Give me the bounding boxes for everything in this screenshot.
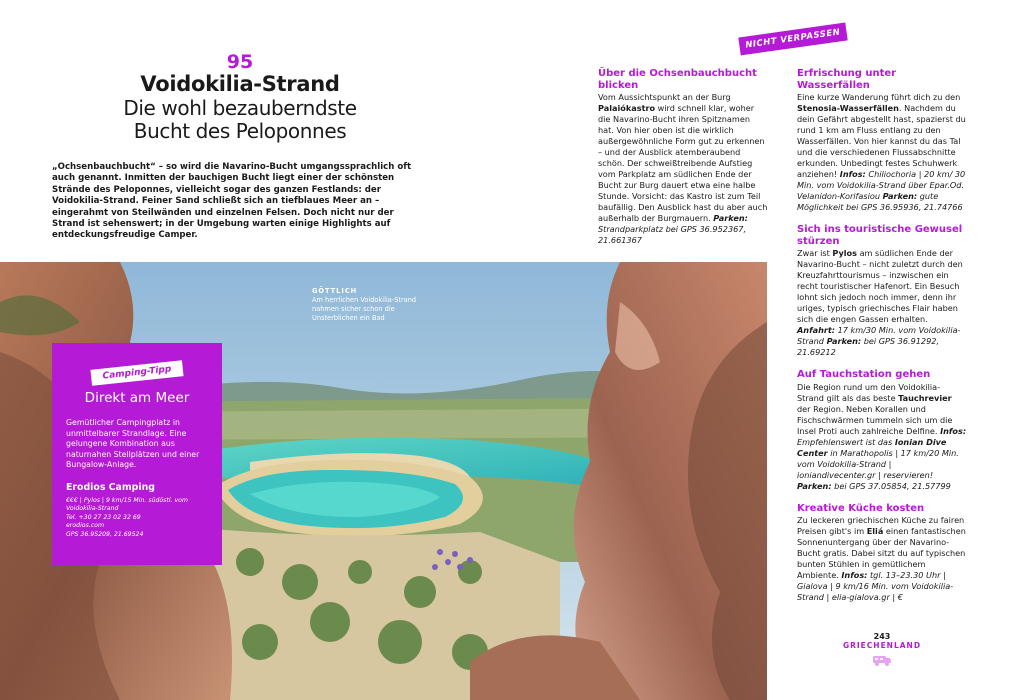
section-heading: Sich ins touristische Gewusel stürzen [797, 224, 963, 247]
section-tauchen [797, 369, 967, 492]
intro-paragraph: „Ochsenbauchbucht“ – so wird die Navarino-Bucht umgangssprachlich oft auch genannt. Inmitten der bauchigen Bucht liegt einer der schönsten Strände des Peloponnes, vielleicht sogar des ganzen Festlands: der Voidokilia-Strand. Feiner Sand schließt sich an tiefblaues Meer an – eingerahmt von Steilwänden und einzelnen Felsen. Doch nicht nur der Strand ist sehenswert; in der Umgebung warten einige Highlights auf entdeckungsfreudige Camper. [52, 162, 412, 241]
subtitle-line-1: Die wohl bezauberndste [123, 96, 357, 120]
caption-title: GÖTTLICH [312, 287, 358, 295]
campsite-website: erodios.com [66, 522, 104, 530]
section-text: Die Region rund um den Voidokilia-Strand gilt als das beste Tauchrevier der Region. Neben Korallen und Fischschwärmen tummeln sich um die Insel Proti auch zahlreiche Delfine. Infos: Empfehlenswert ist das Ionian Dive Center in Marathopolis | 17 km/20 Min. vom Voidokilia-Strand | ioniandivecenter.gr | reservieren! Parken: bei GPS 37.05854, 21.57799 [797, 381, 967, 491]
campsite-gps: GPS 36.95209, 21.69524 [66, 530, 144, 538]
right-column-2 [797, 68, 967, 614]
photo-caption [312, 287, 432, 323]
campsite-info [66, 497, 208, 540]
tip-number: 95 [226, 51, 254, 73]
nicht-verpassen-badge: NICHT VERPASSEN [738, 23, 847, 56]
section-heading: Auf Tauchstation gehen [797, 369, 931, 380]
section-wasserfaelle [797, 68, 967, 213]
section-text: Vom Aussichtspunkt an der Burg Palaiókastro wird schnell klar, woher die Navarino-Bucht ihren Spitznamen hat. Von hier oben ist die wirklich außergewöhnliche Form gut zu erkennen – und der Ausblick atemberaubend schön. Der schweißtreibende Aufstieg vom Parkplatz am südlichen Ende der Bucht zur Burg dauert etwa eine halbe Stunde. Vorsicht: das Kastro ist zum Teil baufällig. Den Ausblick hast du aber auch außerhalb der Burgmauern. Parken: Strandparkplatz bei GPS 36.952367, 21.661367 [598, 92, 768, 245]
campsite-phone: Tel. +30 27 23 02 32 69 [66, 513, 141, 521]
section-heading: Erfrischung unter Wasserfällen [797, 68, 897, 91]
page-title: Voidokilia-Strand [140, 72, 340, 96]
camping-tip-box [52, 343, 222, 565]
camping-tip-badge: Camping-Tipp [90, 360, 183, 386]
section-heading: Über die Ochsenbauchbucht blicken [598, 68, 757, 91]
article-header [90, 52, 390, 143]
section-text: Zwar ist Pylos am südlichen Ende der Navarino-Bucht – nicht zuletzt durch den Kreuzfahrttourismus – inzwischen ein recht touristischer Hafenort. Ein Besuch lohnt sich jedoch noch immer, denn ihr uriges, typisch griechisches Flair haben sich die engen Gassen erhalten. Anfahrt: 17 km/30 Min. vom Voidokilia-Strand Parken: bei GPS 36.91292, 21.69212 [797, 248, 963, 357]
section-pylos [797, 224, 967, 358]
section-text: Zu leckeren griechischen Küche zu fairen Preisen gibt's im Eliá einen fantastischen Sonnenuntergang über der Navarino-Bucht gratis. Dabei sitzt du auf typischen bunten Stühlen in gemütlichem Ambiente. Infos: tgl. 13–23.30 Uhr | Gialova | 9 km/16 Min. vom Voidokilia-Strand | elia-gialova.gr | € [797, 515, 966, 602]
campsite-name: Erodios Camping [66, 481, 155, 493]
section-ochsenbauchbucht [598, 68, 768, 246]
section-text: Eine kurze Wanderung führt dich zu den Stenosia-Wasserfällen. Nachdem du dein Gefährt abgestellt hast, spazierst du rund 1 km am Fluss entlang zu den Wasserfällen. Von hier kannst du das Tal und die verschiedenen Flussabschnitte erkunden. Unbedingt festes Schuhwerk anziehen! Infos: Chiliochoria | 20 km/ 30 Min. vom Voidokilia-Strand über Epar.Od. Velanidon-Korifasiou Parken: gute Möglichkeit bei GPS 36.95936, 21.74766 [797, 92, 966, 212]
page-number: 243 [873, 632, 891, 641]
right-column-1 [598, 68, 768, 257]
section-kueche [797, 503, 967, 604]
caption-text: Am herrlichen Voidokilia-Strand nahmen sicher schon die Unsterblichen ein Bad [312, 296, 417, 322]
camping-box-text: Gemütlicher Campingplatz in unmittelbarer Strandlage. Eine gelungene Kombination aus naturnahen Stellplätzen und einer Bungalow-Anlage. [66, 418, 200, 469]
subtitle-line-2: Bucht des Peloponnes [133, 119, 347, 143]
camper-van-icon [872, 653, 892, 667]
camping-box-title: Direkt am Meer [84, 390, 190, 406]
chapter-country: GRIECHENLAND [842, 641, 922, 650]
campsite-info-line: €€€ | Pylos | 9 km/15 Min. südöstl. vom Voidokilia-Strand [66, 496, 188, 513]
page-footer [842, 632, 922, 671]
section-heading: Kreative Küche kosten [797, 502, 925, 514]
